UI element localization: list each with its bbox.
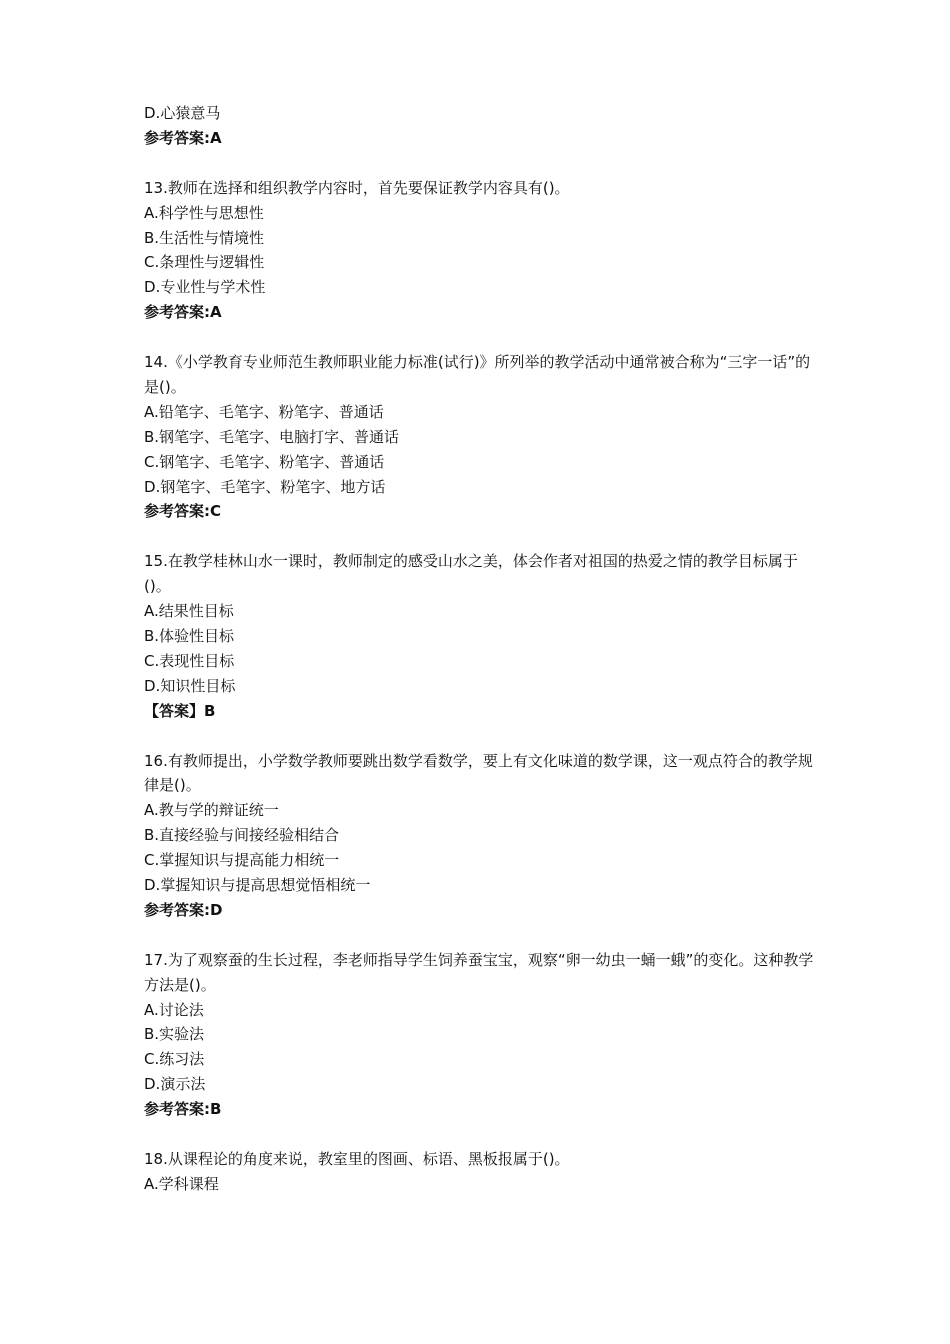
option-d-prev: D.心猿意马 (144, 104, 221, 122)
answer-prev: 参考答案:A (144, 128, 222, 147)
option-b: B.体验性目标 (144, 626, 235, 645)
option-a: A.科学性与思想性 (144, 203, 264, 222)
option-c: C.练习法 (144, 1050, 205, 1069)
option-d: D.演示法 (144, 1075, 206, 1094)
question-14 (144, 350, 814, 524)
question-stem: 16.有教师提出，小学数学教师要跳出数学看数学，要上有文化味道的数学课，这一观点符合的教学规律是()。 (144, 751, 813, 795)
question-17 (144, 948, 814, 1122)
option-a: A.学科课程 (144, 1174, 219, 1193)
option-d: D.掌握知识与提高思想觉悟相统一 (144, 876, 371, 895)
spacer (144, 923, 814, 948)
answer-line: 参考答案:B (144, 1100, 222, 1119)
option-c: C.钢笔字、毛笔字、粉笔字、普通话 (144, 452, 385, 471)
option-a: A.结果性目标 (144, 602, 234, 621)
option-c: C.条理性与逻辑性 (144, 253, 265, 272)
spacer (144, 151, 814, 176)
option-d: D.知识性目标 (144, 676, 236, 695)
question-stem: 14.《小学教育专业师范生教师职业能力标准(试行)》所列举的教学活动中通常被合称为“三字一话”的是()。 (144, 353, 811, 396)
option-d: D.钢笔字、毛笔字、粉笔字、地方话 (144, 477, 386, 496)
question-stem: 15.在教学桂林山水一课时，教师制定的感受山水之美，体会作者对祖国的热爱之情的教学目标属于()。 (144, 552, 798, 596)
option-a: A.讨论法 (144, 1000, 204, 1019)
option-d: D.专业性与学术性 (144, 278, 266, 297)
answer-line: 参考答案:C (144, 502, 222, 521)
question-15 (144, 549, 814, 723)
option-c: C.掌握知识与提高能力相统一 (144, 851, 340, 870)
page-content (144, 101, 814, 1197)
option-b: B.实验法 (144, 1025, 205, 1044)
option-a: A.铅笔字、毛笔字、粉笔字、普通话 (144, 402, 384, 421)
spacer (144, 325, 814, 350)
question-stem: 18.从课程论的角度来说，教室里的图画、标语、黑板报属于()。 (144, 1149, 570, 1168)
option-b: B.生活性与情境性 (144, 228, 265, 247)
answer-line: 【答案】B (144, 701, 216, 720)
question-13 (144, 176, 814, 325)
option-b: B.直接经验与间接经验相结合 (144, 826, 340, 845)
answer-line: 参考答案:D (144, 900, 223, 919)
spacer (144, 1122, 814, 1147)
option-a: A.教与学的辩证统一 (144, 801, 279, 820)
option-b: B.钢笔字、毛笔字、电脑打字、普通话 (144, 427, 400, 446)
answer-line: 参考答案:A (144, 303, 222, 322)
spacer (144, 524, 814, 549)
option-c: C.表现性目标 (144, 651, 235, 670)
question-18 (144, 1147, 814, 1197)
question-stem: 13.教师在选择和组织教学内容时，首先要保证教学内容具有()。 (144, 178, 570, 197)
question-16 (144, 749, 814, 923)
question-stem: 17.为了观察蚕的生长过程，李老师指导学生饲养蚕宝宝，观察“卵一幼虫一蛹一蛾”的变化。这种教学方法是()。 (144, 950, 814, 994)
spacer (144, 724, 814, 749)
